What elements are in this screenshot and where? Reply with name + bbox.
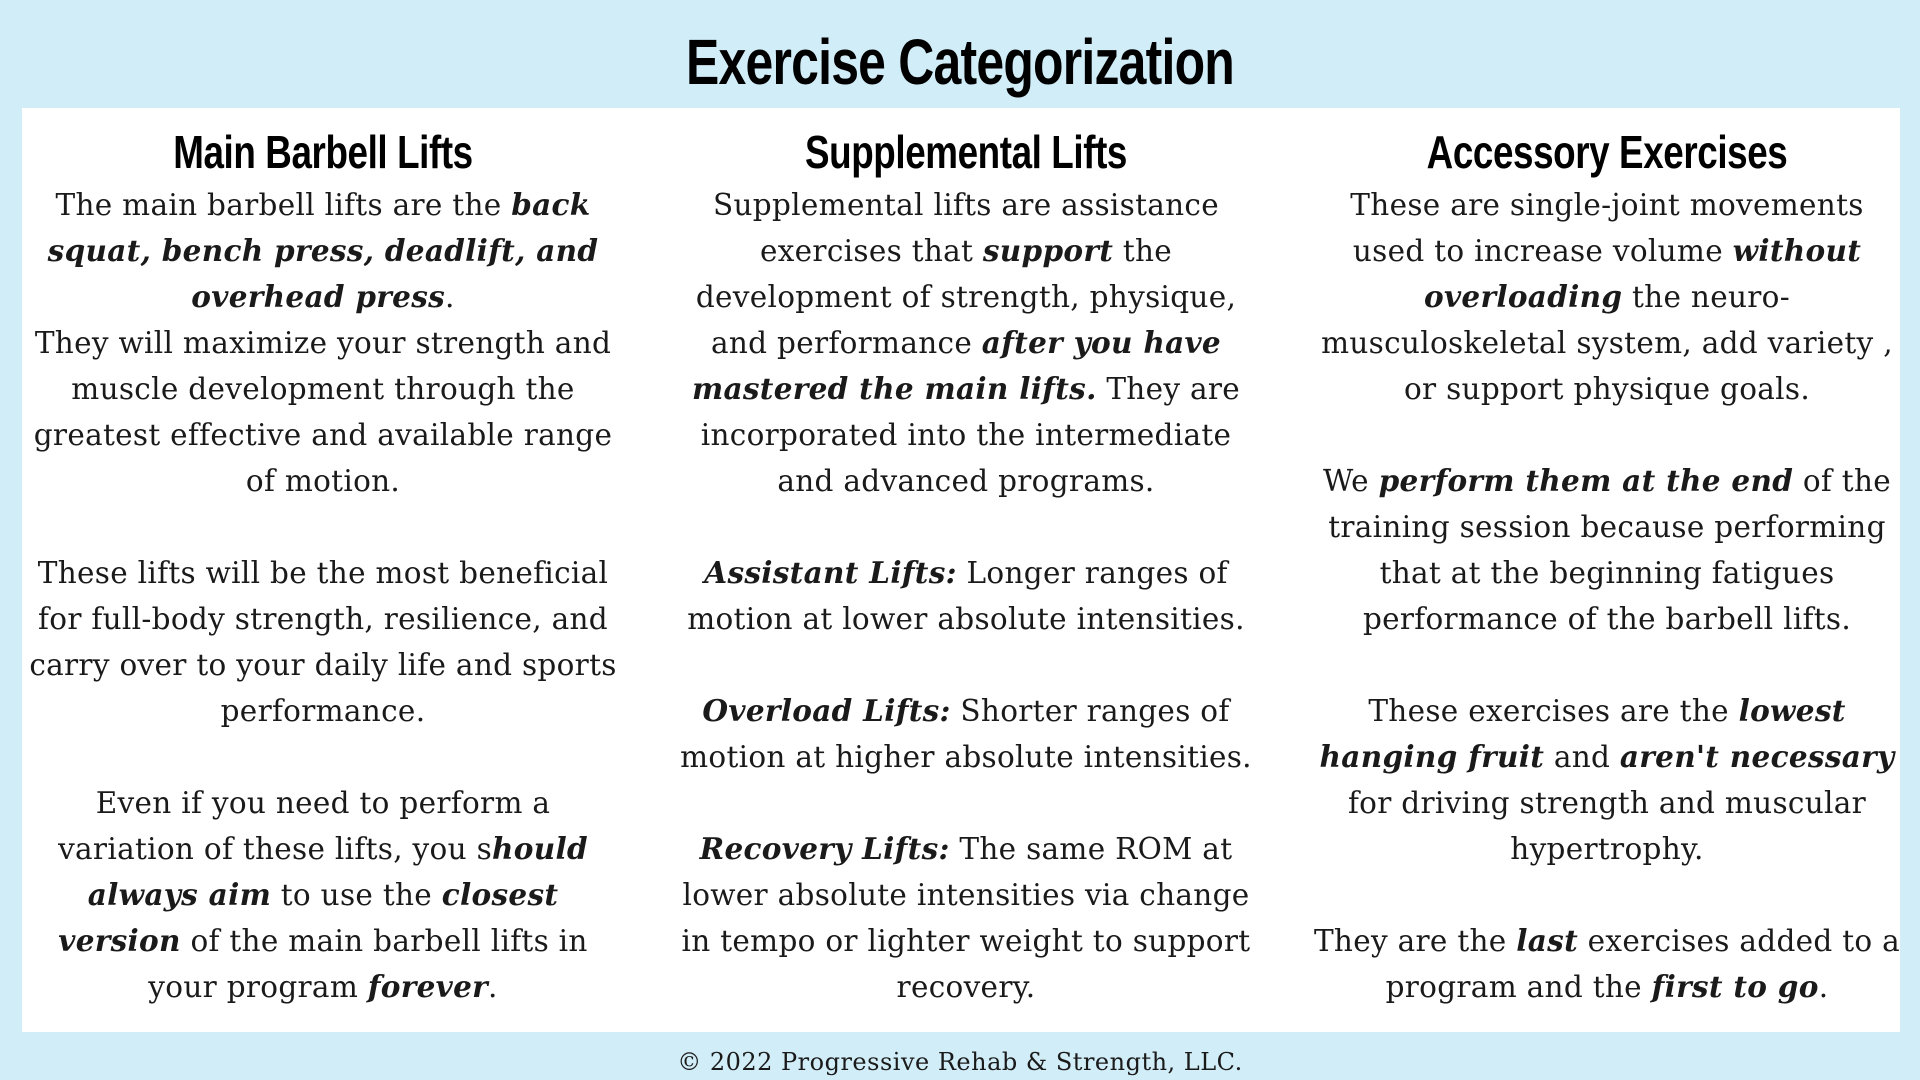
column-supplemental-lifts — [671, 108, 1261, 1056]
paragraph: These exercises are the lowest hanging fruit and aren't necessary for driving strength and muscular hypertrophy. — [1319, 693, 1895, 866]
paragraph: Overload Lifts: Shorter ranges of motion at higher absolute intensities. — [680, 693, 1252, 774]
paragraph: They will maximize your strength and muscle development through the greatest effective and available range of motion. — [33, 326, 613, 498]
paragraph: We perform them at the end of the training session because performing that at the beginning fatigues performance of the barbell lifts. — [1322, 463, 1892, 636]
column-heading: Supplemental Lifts — [805, 126, 1127, 178]
paragraph: Even if you need to perform a variation of these lifts, you should always aim to use the closest version of the main barbell lifts in your program forever. — [58, 786, 588, 1004]
column-main-barbell-lifts — [28, 108, 618, 1056]
column-heading: Main Barbell Lifts — [173, 126, 473, 178]
content-panel — [22, 108, 1900, 1032]
column-accessory-exercises — [1312, 108, 1902, 1056]
paragraph: Assistant Lifts: Longer ranges of motion at lower absolute intensities. — [687, 555, 1245, 636]
paragraph: Recovery Lifts: The same ROM at lower absolute intensities via change in tempo or lighter weight to support recovery. — [681, 831, 1251, 1004]
paragraph: They are the last exercises added to a program and the first to go. — [1313, 923, 1901, 1004]
column-heading: Accessory Exercises — [1426, 126, 1788, 178]
paragraph: The main barbell lifts are the back squat, bench press, deadlift, and overhead press. — [47, 187, 599, 314]
copyright-footer: © 2022 Progressive Rehab & Strength, LLC. — [677, 1048, 1243, 1076]
paragraph: These are single-joint movements used to increase volume without overloading the neuro-musculoskeletal system, add variety , or support physique goals. — [1321, 188, 1893, 406]
paragraph: Supplemental lifts are assistance exercises that support the development of strength, physique, and performance after you have mastered the main lifts. They are incorporated into the intermediate and advanced programs. — [691, 188, 1241, 498]
page-title: Exercise Categorization — [685, 26, 1235, 98]
paragraph: These lifts will be the most beneficial for full-body strength, resilience, and carry over to your daily life and sports performance. — [29, 556, 617, 728]
